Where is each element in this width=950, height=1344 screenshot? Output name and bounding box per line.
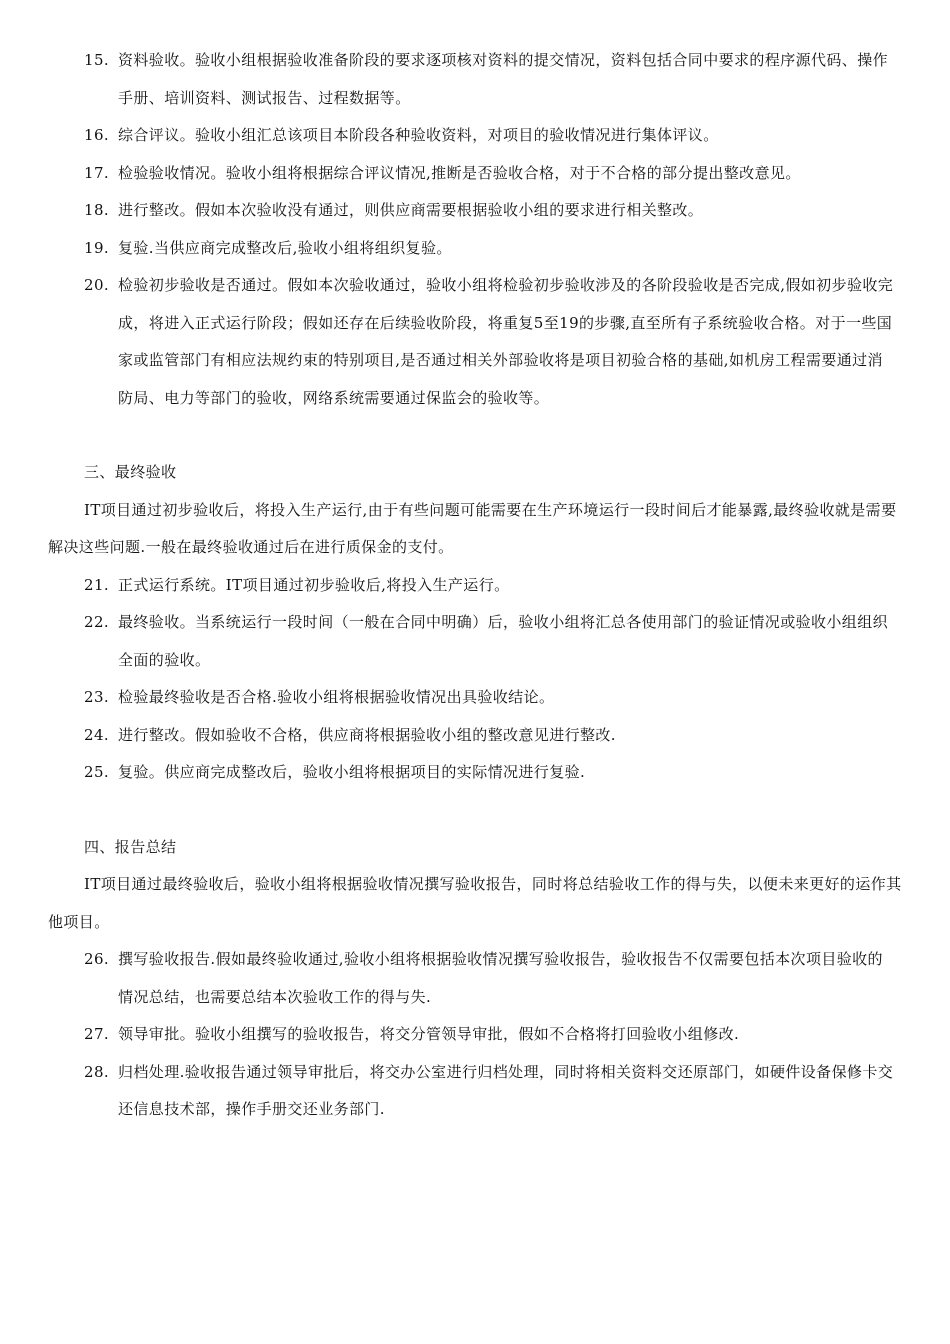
section-heading: 三、最终验收 <box>84 463 177 481</box>
item-number: 24. <box>84 725 110 744</box>
list-item <box>0 230 950 268</box>
section-4 <box>0 829 950 1129</box>
item-number: 16. <box>84 126 110 144</box>
section-2-list <box>0 42 950 417</box>
item-text: 最终验收。当系统运行一段时间（一般在合同中明确）后，验收小组将汇总各使用部门的验证情况或验收小组组织全面的验收。 <box>118 613 889 669</box>
item-text: 进行整改。假如验收不合格，供应商将根据验收小组的整改意见进行整改. <box>118 725 616 744</box>
list-item <box>0 1054 950 1129</box>
list-item <box>0 679 950 717</box>
item-text: 复验.当供应商完成整改后,验收小组将组织复验。 <box>118 238 452 257</box>
item-text: 正式运行系统。IT项目通过初步验收后,将投入生产运行。 <box>118 575 510 594</box>
item-text: 资料验收。验收小组根据验收准备阶段的要求逐项核对资料的提交情况，资料包括合同中要求的程序源代码、操作手册、培训资料、测试报告、过程数据等。 <box>118 51 889 107</box>
list-item <box>0 604 950 679</box>
item-number: 23. <box>84 688 110 706</box>
list-item <box>0 717 950 755</box>
list-item <box>0 117 950 155</box>
list-item <box>0 267 950 417</box>
section-intro: IT项目通过最终验收后，验收小组将根据验收情况撰写验收报告，同时将总结验收工作的得与失，以便未来更好的运作其他项目。 <box>48 875 902 931</box>
item-text: 复验。供应商完成整改后，验收小组将根据项目的实际情况进行复验. <box>118 763 586 781</box>
item-text: 检验验收情况。验收小组将根据综合评议情况,推断是否验收合格，对于不合格的部分提出整改意见。 <box>118 163 801 182</box>
item-number: 18. <box>84 201 110 219</box>
list-item <box>0 192 950 230</box>
list-item <box>0 754 950 792</box>
item-text: 检验初步验收是否通过。假如本次验收通过，验收小组将检验初步验收涉及的各阶段验收是否完成,假如初步验收完成，将进入正式运行阶段；假如还存在后续验收阶段，将重复5至19的步骤,直至所有子系统验收合格。对于一些国家或监管部门有相应法规约束的特别项目,是否通过相关外部验收将是项目初验合格的基础,如机房工程需要通过消防局、电力等部门的验收，网络系统需要通过保监会的验收等。 <box>118 276 894 407</box>
list-item <box>0 155 950 193</box>
item-number: 22. <box>84 613 110 631</box>
item-number: 17. <box>84 163 110 182</box>
list-item <box>0 42 950 117</box>
item-number: 20. <box>84 276 110 294</box>
item-number: 25. <box>84 763 110 781</box>
item-number: 21. <box>84 575 110 594</box>
item-number: 15. <box>84 51 110 69</box>
item-text: 撰写验收报告.假如最终验收通过,验收小组将根据验收情况撰写验收报告，验收报告不仅需要包括本次项目验收的情况总结，也需要总结本次验收工作的得与失. <box>118 950 883 1006</box>
section-intro: IT项目通过初步验收后，将投入生产运行,由于有些问题可能需要在生产环境运行一段时间后才能暴露,最终验收就是需要解决这些问题.一般在最终验收通过后在进行质保金的支付。 <box>48 500 897 556</box>
item-number: 26. <box>84 950 110 968</box>
item-number: 28. <box>84 1062 110 1081</box>
list-item <box>0 1016 950 1054</box>
item-text: 归档处理.验收报告通过领导审批后，将交办公室进行归档处理，同时将相关资料交还原部门，如硬件设备保修卡交还信息技术部，操作手册交还业务部门. <box>118 1062 894 1118</box>
section-3 <box>0 454 950 792</box>
item-text: 进行整改。假如本次验收没有通过，则供应商需要根据验收小组的要求进行相关整改。 <box>118 201 704 219</box>
item-number: 19. <box>84 238 110 257</box>
item-text: 综合评议。验收小组汇总该项目本阶段各种验收资料，对项目的验收情况进行集体评议。 <box>118 126 719 144</box>
list-item <box>0 567 950 605</box>
list-item <box>0 941 950 1016</box>
section-heading: 四、报告总结 <box>84 837 177 856</box>
item-text: 检验最终验收是否合格.验收小组将根据验收情况出具验收结论。 <box>118 688 555 706</box>
item-number: 27. <box>84 1025 110 1043</box>
item-text: 领导审批。验收小组撰写的验收报告，将交分管领导审批，假如不合格将打回验收小组修改. <box>118 1025 740 1043</box>
